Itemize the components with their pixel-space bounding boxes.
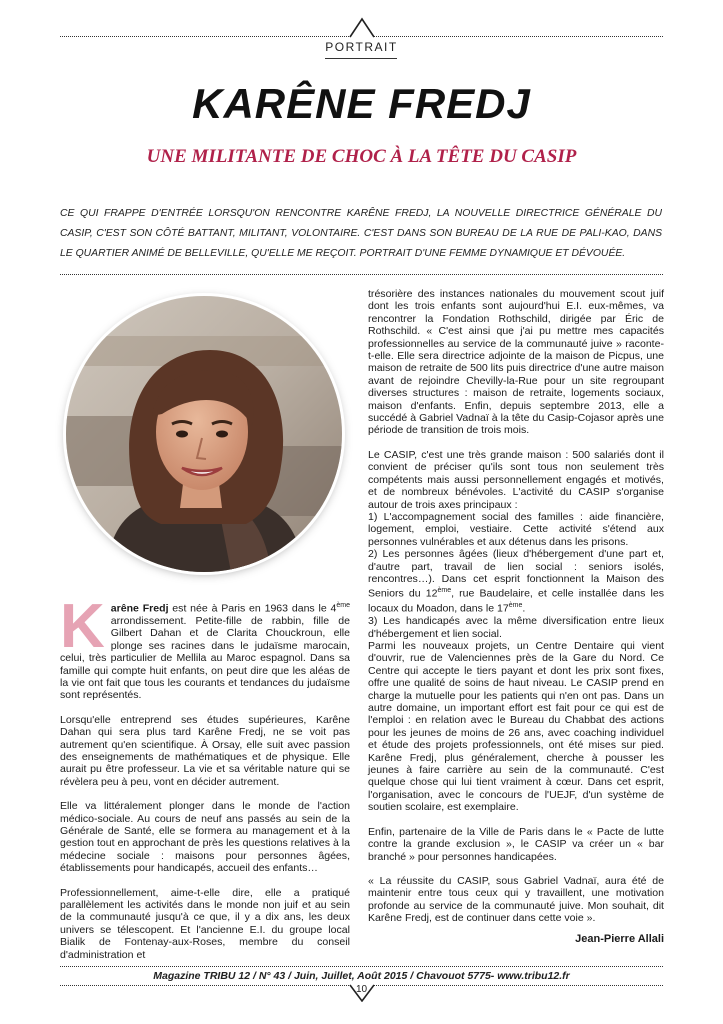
paragraph: 3) Les handicapés avec la même diversification entre lieux d'hébergement et lien social. [368,615,664,640]
paragraph-text: est née à Paris en 1963 dans le 4 [168,602,337,615]
portrait-photo [66,296,342,572]
article-column-left [60,592,350,961]
paragraph: Le CASIP, c'est une très grande maison : 500 salariés dont il convient de préciser qu'ils sont tous non seulement très compétents mais aussi personnellement engagés et motivés, et de nombreux bénévoles. L'activité du CASIP s'organise autour de trois axes principaux : [368,448,664,511]
paragraph: Elle va littéralement plonger dans le monde de l'action médico-sociale. Au cours de neuf ans passés au sein de la Générale de Santé, elle se formera au management et à la gestion tout en approchant de près les questions relatives à la médecine sociale : maisons pour personnes âgées, établissements pour handicapés, accueil des enfants… [60,800,350,875]
article-intro: CE QUI FRAPPE D'ENTRÉE LORSQU'ON RENCONTRE KARÊNE FREDJ, LA NOUVELLE DIRECTRICE GÉNÉRALE DU CASIP, C'EST SON CÔTÉ BATTANT, MILITANT, VOLONTAIRE. C'EST DANS SON BUREAU DE LA RUE DE PALI-KAO, DANS LE QUARTIER ANIMÉ DE BELLEVILLE, QU'ELLE ME REÇOIT. PORTRAIT D'UNE FEMME DYNAMIQUE ET DÉVOUÉE. [60,208,662,259]
paragraph: Professionnellement, aime-t-elle dire, elle a pratiqué parallèlement les activités dans le monde non juif et au sein de la communauté jusqu'à ce que, il y a dix ans, les deux univers se télescopent. Et l'ancienne E.I. du groupe local Bialik de Fontenay-aux-Roses, membre du conseil d'administration et [60,886,350,961]
superscript: ème [508,602,523,610]
article-title: KARÊNE FREDJ [192,80,531,127]
paragraph [368,548,664,615]
dropcap: K [60,592,105,661]
footer-rule-top [60,966,663,967]
paragraph: 1) L'accompagnement social des familles : aide financière, logement, emploi, vestiaire. Cette activité s'étend aux personnes vulnérables et aux détenus dans les prisons. [368,510,664,548]
paragraph-text: . [522,602,526,615]
subject-name: arêne Fredj [110,602,169,615]
section-label-underline [325,58,397,59]
footer-text: Magazine TRIBU 12 / N° 43 / Juin, Juillet, Août 2015 / Chavouot 5775- www.tribu12.fr [153,970,570,982]
author-signature: Jean-Pierre Allali [575,932,664,945]
intro-rule [60,274,663,275]
paragraph: Parmi les nouveaux projets, un Centre Dentaire qui vient d'ouvrir, rue de Valenciennes près de la Gare du Nord. Ce Centre qui accepte le tiers payant et dont les prix sont fixes, offre une qualité de soins de haut niveau. Le CASIP prend en charge la mutuelle pour les patients qui n'en ont pas. Dans un autre domaine, un important effort est fait pour ce qui est de l'emploi : en relation avec le Bureau du Chabbat des actions pour les jeunes de moins de 26 ans, avec coaching individuel et étude des projets professionnels, ont été mises sur pied. Karêne Fredj, plus généralement, cherche à pousser les jeunes à faire carrière au sein de la communauté. C'est quelque chose qui lui tient vraiment à cœur. Dans cet esprit, l'organisation, avec le concours de l'UEJF, d'un système de soutien scolaire, est exemplaire. [368,640,664,814]
paragraph [60,592,350,702]
page-number: 10 [355,984,368,995]
paragraph: Enfin, partenaire de la Ville de Paris dans le « Pacte de lutte contre la grande exclusion », le CASIP va créer un « bar branché » pour personnes handicapées. [368,825,664,863]
superscript: ème [437,587,452,595]
article-subtitle: UNE MILITANTE DE CHOC À LA TÊTE DU CASIP [146,146,577,167]
superscript: ème [336,602,350,609]
paragraph-text: arrondissement. Petite-fille de rabbin, fille de Gilbert Dahan et de Clarita Chouckroun, elle plonge ses racines dans le judaïsme marocain, celui, très particulier de Mellila au Maroc espagnol. Dans sa famille qui compte huit enfants, on peut dire que les aléas de la vie ont fait que tous les courants et tendances du judaïsme sont représentés. [60,614,350,702]
paragraph: « La réussite du CASIP, sous Gabriel Vadnaï, aura été de maintenir entre tous ceux qui y travaillent, une motivation profonde au service de la communauté juive. Mon souhait, dit Karêne Fredj, est de continuer dans cette voie ». [368,874,664,925]
article-column-right [368,288,664,945]
paragraph: Lorsqu'elle entreprend ses études supérieures, Karêne Dahan qui sera plus tard Karêne Fredj, ne se voit pas autrement qu'en scientifique. À Orsay, elle suit avec passion des enseignements de mathématiques et de physique. Elle aurait pu être professeur. La vie et sa véritable nature qui se révèlera peu à peu, vont en décider autrement. [60,713,350,788]
section-label: PORTRAIT [325,40,398,54]
paragraph-text: , rue Baudelaire, et celle installée dans les locaux du Moadon, dans le 17 [368,587,664,615]
paragraph: trésorière des instances nationales du mouvement scout juif dont les trois enfants sont aujourd'hui E.I. eux-mêmes, va rencontrer la Fondation Rothschild, dirigée par Éric de Rothschild. « C'est ainsi que j'ai pu mettre mes capacités professionnelles au service de la communauté juive » raconte-t-elle. Elle sera directrice adjointe de la maison de Picpus, une maison de retraite de 500 lits puis directrice d'une autre maison avant de rejoindre Chevilly-la-Rue pour un site regroupant diverses structures : maison de retraite, logements sociaux, maison d'enfants. Enfin, depuis septembre 2013, elle a succédé à Gabriel Vadnaï à la tête du Casip-Cojasor après une période de transition de trois mois. [368,288,664,437]
paragraph-text: 2) Les personnes âgées (lieux d'hébergement d'une part et, d'autre part, travail de lien social : seniors isolés, rencontres…). Dans cet esprit fonctionnent la Maison des Seniors du 12 [368,548,664,600]
header-caret-icon [349,16,375,38]
